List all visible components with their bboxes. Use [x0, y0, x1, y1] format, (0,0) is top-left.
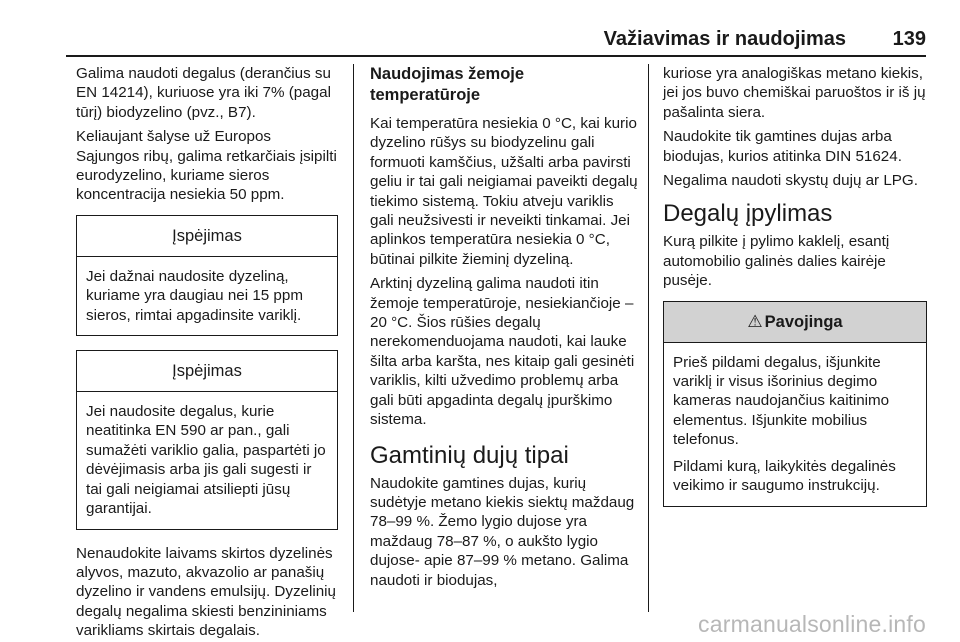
- danger-text: Pildami kurą, laikykitės degalinės veikimo ir saugumo instrukcijų.: [673, 457, 896, 495]
- page-number: 139: [892, 28, 926, 50]
- caution-text: Jei naudosite degalus, kurie neatitinka EN 590 ar pan., gali sumažėti variklio galia, paspartėti jo dėvėjimasis arba jis gali sugesti ir tai gali neigiamai atsiliepti jūsų garantijai.: [86, 403, 326, 518]
- caution-text: Jei dažnai naudosite dyzeliną, kuriame yra daugiau nei 15 ppm sieros, rimtai apgadinsite variklį.: [86, 267, 303, 324]
- danger-text: Prieš pildami degalus, išjunkite variklį ir visus išorinius degimo kameras naudojančius kaitinimo elementus. Išjunkite mobilius telefonus.: [673, 353, 890, 449]
- caution-title: Įspėjimas: [77, 216, 337, 257]
- paragraph: Galima naudoti degalus (derančius su EN 14214), kuriuose yra iki 7% (pagal tūrį) biodyzelino (pvz., B7).: [76, 65, 331, 121]
- caution-box: [76, 350, 338, 529]
- header-rule: [66, 55, 926, 57]
- column-2: [370, 64, 638, 595]
- caution-box: [76, 215, 338, 336]
- section-heading: Gamtinių dujų tipai: [370, 441, 569, 469]
- section-heading: Degalų įpylimas: [663, 200, 833, 228]
- watermark: carmanualsonline.info: [698, 611, 926, 637]
- danger-title: Pavojinga: [764, 312, 843, 331]
- paragraph: Kurą pilkite į pylimo kaklelį, esantį automobilio galinės dalies kairėje pusėje.: [663, 233, 890, 290]
- paragraph: Naudokite tik gamtines dujas arba biodujas, kurios atitinka DIN 51624.: [663, 128, 902, 165]
- page-header: [66, 0, 926, 50]
- column-1: [76, 64, 338, 642]
- paragraph: kuriose yra analogiškas metano kiekis, jei jos buvo chemiškai paruoštos ir iš jų pašalinta siera.: [663, 65, 926, 121]
- paragraph: Negalima naudoti skystų dujų ar LPG.: [663, 172, 918, 190]
- caution-title: Įspėjimas: [77, 351, 337, 392]
- caution-body: [77, 392, 337, 528]
- subheading: Naudojimas žemoje temperatūroje: [370, 65, 525, 104]
- column-3: [663, 64, 927, 521]
- danger-body: [664, 343, 926, 506]
- paragraph: Kai temperatūra nesiekia 0 °C, kai kurio dyzelino rūšys su biodyzelinu gali formuoti kamščius, užšalti arba pavirsti geliu ir tai gali neigiamai paveikti degalų tiekimo sistemą. Tokiu atveju variklis gali neužsivesti ir neveikti tinkamai. Jei aplinkos temperatūra nesiekia 0 °C, būtinai pilkite žieminį dyzeliną.: [370, 115, 638, 268]
- column-divider-2: [648, 64, 649, 612]
- danger-header: [664, 302, 926, 343]
- chapter-title: Važiavimas ir naudojimas: [603, 28, 846, 50]
- paragraph: Arktinį dyzeliną galima naudoti itin žemoje temperatūroje, nesiekiančioje –20 °C. Šios rūšies degalų nerekomenduojama naudoti, kai lauke šilta arba karšta, nes kitaip gali gesinėti variklis, kilti užvedimo problemų arba gali būti apgadinta degalų įpurškimo sistema.: [370, 275, 635, 429]
- paragraph: Nenaudokite laivams skirtos dyzelinės alyvos, mazuto, akvazolio ar panašių dyzelino ir vandens emulsijų. Dyzelinių degalų negalima skiesti benzininiams varikliams skirtais degalais.: [76, 544, 336, 640]
- caution-body: [77, 257, 337, 335]
- danger-box: [663, 301, 927, 507]
- paragraph: Naudokite gamtines dujas, kurių sudėtyje metano kiekis siektų maždaug 78–99 %. Žemo lygio dujose yra maždaug 78–87 %, o aukšto lygio dujose- apie 87–99 % metano. Galima naudoti ir biodujas,: [370, 474, 635, 589]
- warning-triangle-icon: ⚠: [747, 311, 763, 331]
- column-divider-1: [353, 64, 354, 612]
- paragraph: Keliaujant šalyse už Europos Sąjungos ribų, galima retkarčiais įsipilti eurodyzelino, kuriame sieros koncentracija nesiekia 50 ppm.: [76, 128, 337, 204]
